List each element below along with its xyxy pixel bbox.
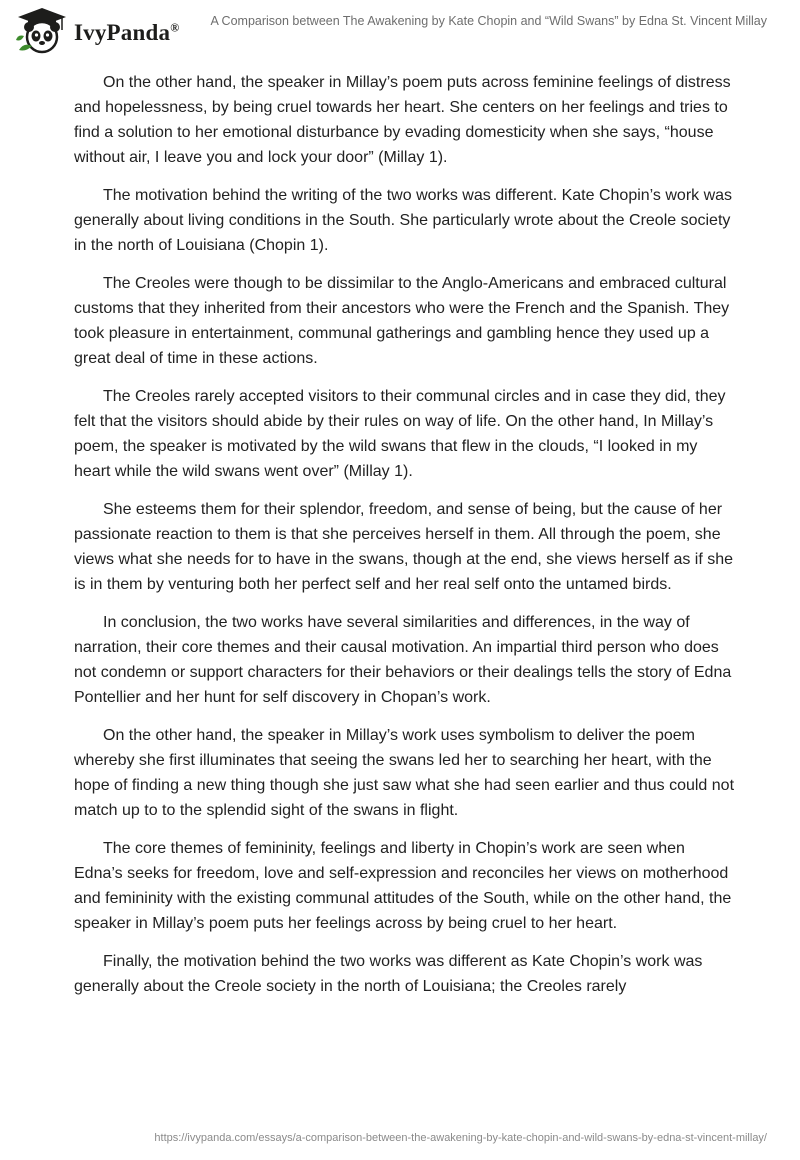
graduation-panda-icon	[14, 6, 70, 56]
source-url[interactable]: https://ivypanda.com/essays/a-comparison-between-the-awakening-by-kate-chopin-and-wild-swans-by-edna-st-vincent-millay/	[154, 1132, 767, 1144]
paragraph: Finally, the motivation behind the two works was different as Kate Chopin’s work was generally about the Creole society in the north of Louisiana; the Creoles rarely	[74, 953, 703, 995]
page-header	[0, 0, 800, 60]
paragraph: She esteems them for their splendor, freedom, and sense of being, but the cause of her passionate reaction to them is that she perceives herself in them. All through the poem, she views what she needs for to have in the swans, though at the end, she views herself as if she is in them by venturing both her perfect self and her real self onto the untamed birds.	[74, 501, 734, 593]
ivypanda-logo[interactable]	[14, 6, 194, 58]
paragraph: The Creoles rarely accepted visitors to their communal circles and in case they did, they felt that the visitors should abide by their rules on way of life. On the other hand, In Millay’s poem, the speaker is motivated by the wild swans that flew in the clouds, “I looked in my heart while the wild swans went over” (Millay 1).	[74, 388, 726, 480]
paragraph: The core themes of femininity, feelings and liberty in Chopin’s work are seen when Edna’s seeks for freedom, love and self-expression and reconciles her views on motherhood and femininity with the existing communal attitudes of the South, while on the other hand, the speaker in Millay’s poem puts her feelings across by being cruel to her heart.	[74, 840, 732, 932]
paragraph: On the other hand, the speaker in Millay’s poem puts across feminine feelings of distress and hopelessness, by being cruel towards her heart. She centers on her feelings and tries to find a solution to her emotional disturbance by evading domesticity when she says, “house without air, I leave you and lock your door” (Millay 1).	[74, 74, 731, 166]
essay-body	[74, 70, 734, 1012]
paragraph: On the other hand, the speaker in Millay’s work uses symbolism to deliver the poem whereby she first illuminates that seeing the swans led her to searching her heart, with the hope of finding a new thing though she just saw what she had seen earlier and thus could not match up to to the splendid sight of the swans in flight.	[74, 727, 735, 819]
paragraph: The motivation behind the writing of the two works was different. Kate Chopin’s work was generally about living conditions in the South. She particularly wrote about the Creole society in the north of Louisiana (Chopin 1).	[74, 187, 733, 254]
paragraph: The Creoles were though to be dissimilar to the Anglo-Americans and embraced cultural customs that they inherited from their ancestors who were the French and the Spanish. They took pleasure in entertainment, communal gatherings and gambling hence they used up a great deal of time in these actions.	[74, 275, 730, 367]
brand-name: IvyPanda®	[74, 20, 180, 45]
document-title: A Comparison between The Awakening by Kate Chopin and “Wild Swans” by Edna St. Vincent Millay	[210, 14, 767, 28]
registered-mark: ®	[170, 20, 180, 35]
paragraph: In conclusion, the two works have several similarities and differences, in the way of narration, their core themes and their causal motivation. An impartial third person who does not condemn or support characters for their behaviors or their dealings tells the story of Edna Pontellier and her hunt for self discovery in Chopan’s work.	[74, 614, 732, 706]
